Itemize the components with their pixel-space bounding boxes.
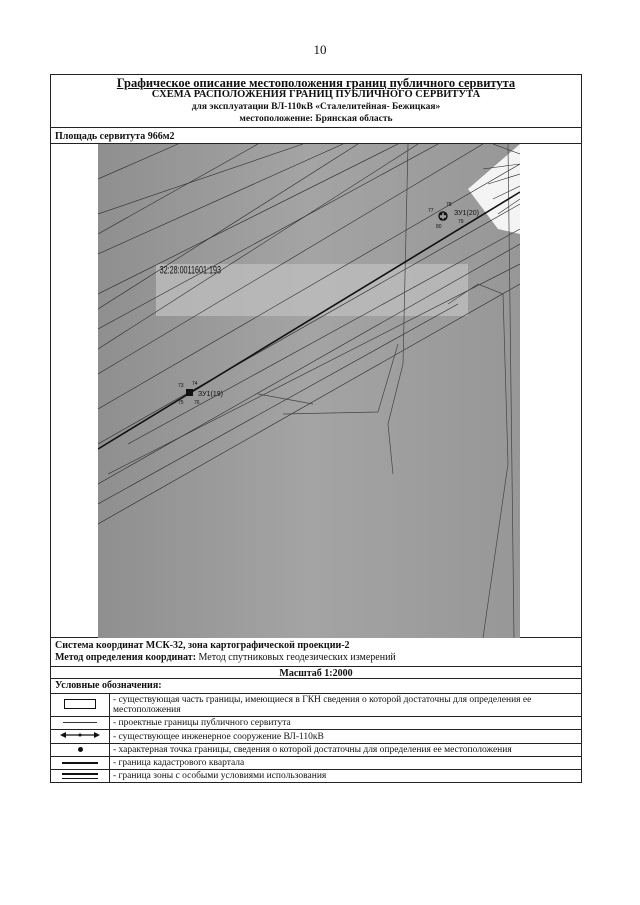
double-arrow-icon [60,731,100,739]
legend-symbol-dot [51,744,110,757]
servitude-area: Площадь сервитута 966м2 [51,128,581,144]
method-label: Метод определения координат: [55,652,197,663]
sheet-title: Графическое описание местоположения границ публичного сервитута [116,76,516,90]
point-label: 73 [178,383,184,389]
legend-title: Условные обозначения: [55,680,162,691]
legend-table [51,693,581,782]
servitude-sheet [50,74,582,783]
point-label: 76 [194,400,200,406]
method-value: Метод спутниковых геодезических измерений [198,652,396,663]
legend-text: - характерная точка границы, сведения о которой достаточны для определения ее местоположения [110,744,582,757]
method-line [55,652,577,664]
point-label: 80 [436,224,442,230]
point-label: 79 [458,219,464,225]
legend-symbol-thick-line [51,757,110,770]
legend-row [51,694,581,717]
point-label: 78 [446,202,452,208]
sheet-subtitle: СХЕМА РАСПОЛОЖЕНИЯ ГРАНИЦ ПУБЛИЧНОГО СЕРВИТУТА [151,89,481,100]
sheet-location: местоположение: Брянская область [239,114,393,124]
legend-row [51,744,581,757]
coordinate-system: Система координат МСК-32, зона картографической проекции-2 [55,640,350,651]
coordinate-info [51,638,581,667]
legend-symbol-arrow-line [51,730,110,744]
point-label: 74 [192,381,198,387]
parcel-label-bottom: ЗУ1(19) [198,391,223,398]
page-number: 10 [313,42,327,57]
parcel-label-top: ЗУ1(20) [454,210,479,217]
legend-text: - существующее инженерное сооружение ВЛ-110кВ [110,730,582,744]
cadastral-number: 32:28:0011601:193 [159,264,221,276]
map-background [98,144,520,638]
legend-row [51,757,581,770]
legend-text: - проектные границы публичного сервитута [110,717,582,730]
map-frame [51,144,581,638]
map-scale: Масштаб 1:2000 [51,667,581,679]
legend-text: - существующая часть границы, имеющиеся в ГКН сведения о которой достаточны для определения ее местоположения [110,694,582,717]
legend-symbol-thin-line [51,717,110,730]
sheet-header [51,75,581,128]
sheet-purpose: для эксплуатации ВЛ-110кВ «Сталелитейная- Бежицкая» [191,102,441,112]
legend-symbol-double-line [51,770,110,783]
legend-text: - граница кадастрового квартала [110,757,582,770]
legend-symbol-box [51,694,110,717]
point-label: 77 [428,208,434,214]
legend-row [51,770,581,783]
cadastral-map [98,144,520,638]
legend-row [51,730,581,744]
legend-text: - граница зоны с особыми условиями использования [110,770,582,783]
point-label: 75 [178,400,184,406]
legend-row [51,717,581,730]
